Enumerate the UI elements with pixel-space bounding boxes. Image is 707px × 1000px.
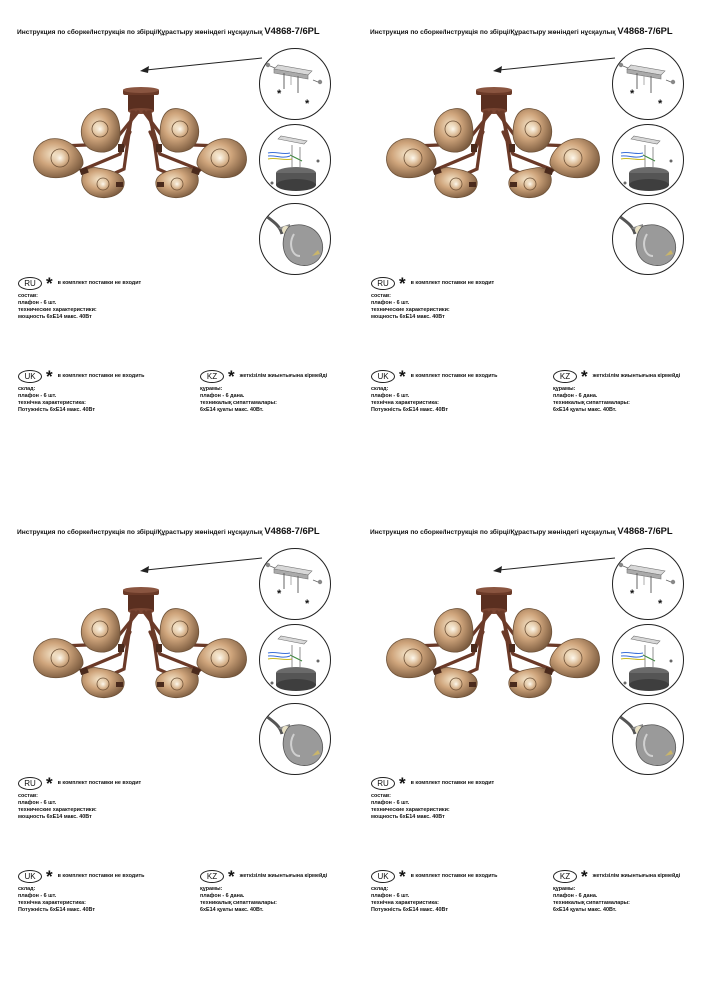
- specs-label: техникалық сипаттамалары:: [200, 399, 277, 406]
- not-included-note: в комплект поставки не входит: [410, 280, 495, 287]
- title-text: Инструкция по сборке/Інструкція по збірці/Құрастыру жөніндегі нұсқаулық: [370, 529, 618, 536]
- composition-label: состав:: [18, 793, 38, 799]
- not-included-mark: *: [658, 98, 663, 110]
- specs-label: техникалық сипаттамалары:: [200, 899, 277, 906]
- not-included-note: жеткізілім жиынтығына кірмейді: [239, 373, 328, 380]
- uk-section: [18, 866, 145, 914]
- shade-install-detail: [259, 703, 331, 775]
- power-spec: 6xE14 қуаты макс. 40Вт.: [553, 906, 617, 913]
- not-included-note: в комплект поставки не входить: [57, 873, 145, 880]
- composition-label: состав:: [18, 293, 38, 299]
- instruction-panel-top-right: [353, 0, 707, 500]
- chandelier-illustration: [373, 84, 608, 214]
- shade-count: плафон - 6 шт.: [371, 892, 410, 899]
- mounting-bracket-detail: [259, 48, 331, 120]
- uk-badge: UK: [371, 870, 395, 883]
- uk-badge: UK: [18, 870, 42, 883]
- composition-label: құрамы:: [200, 386, 223, 392]
- not-included-note: в комплект поставки не входит: [410, 780, 495, 787]
- wiring-detail: [259, 124, 331, 196]
- ru-badge: RU: [371, 277, 395, 290]
- pointer-arrow: [140, 55, 265, 75]
- wiring-detail: [612, 124, 684, 196]
- specs-label: технические характеристики:: [371, 806, 450, 813]
- composition-label: склад:: [18, 386, 36, 392]
- uk-section: [18, 366, 145, 414]
- power-spec: мощность 6xE14 макс. 40Вт: [371, 313, 445, 320]
- kz-section: [553, 866, 681, 914]
- not-included-star: *: [228, 366, 235, 386]
- specs-label: технические характеристики:: [371, 306, 450, 313]
- not-included-mark: *: [630, 588, 635, 600]
- power-spec: Потужність 6xE14 макс. 40Вт: [18, 406, 95, 413]
- shade-install-detail: [612, 203, 684, 275]
- ru-section: [18, 773, 142, 821]
- specs-label: технические характеристики:: [18, 306, 97, 313]
- composition-label: состав:: [371, 793, 391, 799]
- not-included-note: в комплект поставки не входит: [57, 280, 142, 287]
- power-spec: 6xE14 қуаты макс. 40Вт.: [553, 406, 617, 413]
- model-number: V4868-7/6PL: [264, 25, 320, 36]
- mounting-bracket-detail: [612, 48, 684, 120]
- specs-label: технічна характеристика:: [18, 399, 86, 406]
- shade-install-detail: [612, 703, 684, 775]
- not-included-note: жеткізілім жиынтығына кірмейді: [592, 873, 681, 880]
- not-included-note: в комплект поставки не входить: [410, 373, 498, 380]
- power-spec: мощность 6xE14 макс. 40Вт: [18, 813, 92, 820]
- not-included-star: *: [581, 866, 588, 886]
- shade-count: плафон - 6 шт.: [18, 299, 57, 306]
- not-included-mark: *: [630, 88, 635, 100]
- power-spec: Потужність 6xE14 макс. 40Вт: [371, 406, 448, 413]
- ru-badge: RU: [18, 277, 42, 290]
- ru-section: [18, 273, 142, 321]
- page-title: [370, 25, 673, 36]
- not-included-note: жеткізілім жиынтығына кірмейді: [239, 873, 328, 880]
- wiring-detail: [612, 624, 684, 696]
- model-number: V4868-7/6PL: [617, 25, 673, 36]
- uk-section: [371, 866, 498, 914]
- mounting-bracket-detail: [612, 548, 684, 620]
- power-spec: мощность 6xE14 макс. 40Вт: [18, 313, 92, 320]
- page-title: [17, 525, 320, 536]
- not-included-star: *: [581, 366, 588, 386]
- shade-count: плафон - 6 шт.: [18, 892, 57, 899]
- not-included-star: *: [46, 366, 53, 386]
- composition-label: склад:: [371, 886, 389, 892]
- specs-label: технічна характеристика:: [371, 399, 439, 406]
- not-included-note: жеткізілім жиынтығына кірмейді: [592, 373, 681, 380]
- kz-section: [200, 366, 328, 414]
- instruction-panel-bottom-left: [0, 500, 354, 1000]
- kz-badge: KZ: [553, 870, 577, 883]
- kz-section: [553, 366, 681, 414]
- kz-badge: KZ: [553, 370, 577, 383]
- power-spec: 6xE14 қуаты макс. 40Вт.: [200, 906, 264, 913]
- title-text: Инструкция по сборке/Інструкція по збірці/Құрастыру жөніндегі нұсқаулық: [17, 529, 265, 536]
- kz-section: [200, 866, 328, 914]
- composition-label: состав:: [371, 293, 391, 299]
- not-included-mark: *: [305, 98, 310, 110]
- chandelier-illustration: [20, 84, 255, 214]
- not-included-star: *: [46, 773, 53, 793]
- specs-label: технічна характеристика:: [371, 899, 439, 906]
- not-included-star: *: [399, 273, 406, 293]
- shade-count: плафон - 6 дана.: [553, 392, 598, 399]
- not-included-mark: *: [658, 598, 663, 610]
- title-text: Инструкция по сборке/Інструкція по збірці/Құрастыру жөніндегі нұсқаулық: [17, 29, 265, 36]
- mounting-bracket-detail: [259, 548, 331, 620]
- kz-badge: KZ: [200, 370, 224, 383]
- shade-count: плафон - 6 шт.: [371, 799, 410, 806]
- composition-label: құрамы:: [553, 386, 576, 392]
- power-spec: 6xE14 қуаты макс. 40Вт.: [200, 406, 264, 413]
- shade-count: плафон - 6 шт.: [371, 392, 410, 399]
- shade-install-detail: [259, 203, 331, 275]
- instruction-panel-top-left: [0, 0, 354, 500]
- ru-badge: RU: [18, 777, 42, 790]
- not-included-star: *: [228, 866, 235, 886]
- title-text: Инструкция по сборке/Інструкція по збірці/Құрастыру жөніндегі нұсқаулық: [370, 29, 618, 36]
- not-included-note: в комплект поставки не входить: [57, 373, 145, 380]
- specs-label: техникалық сипаттамалары:: [553, 399, 630, 406]
- uk-badge: UK: [371, 370, 395, 383]
- page-title: [370, 525, 673, 536]
- instruction-panel-bottom-right: [353, 500, 707, 1000]
- pointer-arrow: [493, 55, 618, 75]
- shade-count: плафон - 6 шт.: [371, 299, 410, 306]
- ru-section: [371, 773, 495, 821]
- shade-count: плафон - 6 дана.: [200, 392, 245, 399]
- not-included-star: *: [399, 773, 406, 793]
- pointer-arrow: [140, 555, 265, 575]
- ru-section: [371, 273, 495, 321]
- page-title: [17, 25, 320, 36]
- power-spec: Потужність 6xE14 макс. 40Вт: [371, 906, 448, 913]
- model-number: V4868-7/6PL: [264, 525, 320, 536]
- composition-label: склад:: [371, 386, 389, 392]
- ru-badge: RU: [371, 777, 395, 790]
- chandelier-illustration: [373, 584, 608, 714]
- shade-count: плафон - 6 дана.: [553, 892, 598, 899]
- not-included-star: *: [399, 866, 406, 886]
- model-number: V4868-7/6PL: [617, 525, 673, 536]
- wiring-detail: [259, 624, 331, 696]
- composition-label: құрамы:: [553, 886, 576, 892]
- not-included-star: *: [46, 866, 53, 886]
- shade-count: плафон - 6 шт.: [18, 799, 57, 806]
- composition-label: склад:: [18, 886, 36, 892]
- not-included-star: *: [46, 273, 53, 293]
- not-included-star: *: [399, 366, 406, 386]
- specs-label: техникалық сипаттамалары:: [553, 899, 630, 906]
- shade-count: плафон - 6 шт.: [18, 392, 57, 399]
- composition-label: құрамы:: [200, 886, 223, 892]
- not-included-mark: *: [277, 88, 282, 100]
- uk-section: [371, 366, 498, 414]
- power-spec: мощность 6xE14 макс. 40Вт: [371, 813, 445, 820]
- not-included-mark: *: [305, 598, 310, 610]
- specs-label: технические характеристики:: [18, 806, 97, 813]
- shade-count: плафон - 6 дана.: [200, 892, 245, 899]
- specs-label: технічна характеристика:: [18, 899, 86, 906]
- chandelier-illustration: [20, 584, 255, 714]
- not-included-note: в комплект поставки не входит: [57, 780, 142, 787]
- not-included-mark: *: [277, 588, 282, 600]
- uk-badge: UK: [18, 370, 42, 383]
- power-spec: Потужність 6xE14 макс. 40Вт: [18, 906, 95, 913]
- kz-badge: KZ: [200, 870, 224, 883]
- not-included-note: в комплект поставки не входить: [410, 873, 498, 880]
- pointer-arrow: [493, 555, 618, 575]
